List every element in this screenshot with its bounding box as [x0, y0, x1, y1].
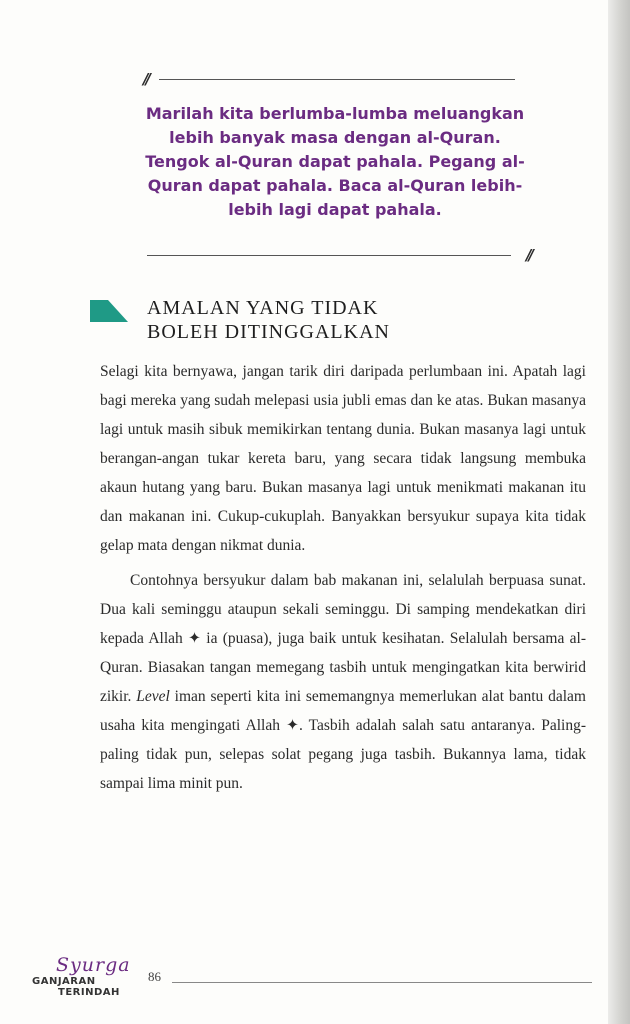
- quote-open-mark: //: [143, 70, 148, 88]
- quote-top-rule: [143, 72, 515, 86]
- pull-quote: Marilah kita berlumba-lumba meluangkan lebih banyak masa dengan al-Quran. Tengok al-Quran dapat pahala. Pegang al-Quran dapat pahala. Baca al-Quran lebih-lebih lagi dapat pahala.: [145, 104, 525, 219]
- logo-line1: GANJARAN: [32, 976, 96, 987]
- paragraph-2-italic-word: Level: [136, 688, 170, 705]
- logo-script-text: Syurga: [56, 954, 131, 976]
- quote-bottom-rule: [147, 248, 531, 262]
- paragraph-2: [100, 566, 586, 798]
- section-heading-line1: AMALAN YANG TIDAK: [147, 297, 379, 319]
- body-text: [100, 357, 586, 798]
- paragraph-2-part-2: iman seperti kita ini sememangnya memerlukan alat bantu dalam usaha kita mengingati Allah ✦. Tasbih adalah salah satu antaranya. Paling-paling tidak pun, selepas solat pegang juga tasbih. Bukannya lama, tidak sampai lima minit pun.: [100, 688, 586, 792]
- section-heading: [147, 296, 527, 344]
- page-number: 86: [148, 969, 161, 984]
- paragraph-2-part-1: Contohnya bersyukur dalam bab makanan ini, selalulah berpuasa sunat. Dua kali seminggu ataupun sekali seminggu. Di samping mendekatkan diri kepada Allah ✦ ia (puasa), juga baik untuk kesihatan. Selalulah bersama al-Quran. Biasakan tangan memegang tasbih untuk mengingatkan kita berwirid zikir.: [100, 572, 586, 705]
- quote-close-mark: //: [526, 246, 531, 264]
- paragraph-1: Selagi kita bernyawa, jangan tarik diri daripada perlumbaan ini. Apatah lagi bagi mereka yang sudah melepasi usia jubli emas dan ke atas. Bukan masanya lagi untuk masih sibuk memikirkan tentang dunia. Bukan masanya lagi untuk berangan-angan tukar kereta baru, yang secara tidak langsung membuka akaun hutang yang baru. Bukan masanya lagi untuk menikmati makanan itu dan makanan ini. Cukup-cukuplah. Banyakkan bersyukur supaya kita tidak gelap mata dengan nikmat dunia.: [100, 363, 586, 554]
- section-heading-line2: BOLEH DITINGGALKAN: [147, 321, 390, 343]
- logo-line2: TERINDAH: [58, 987, 120, 998]
- page-edge-shadow: [608, 0, 630, 1024]
- heading-marker-icon: [90, 300, 128, 322]
- book-logo: [32, 954, 132, 1004]
- footer-rule: [172, 982, 592, 983]
- quote-top-line: [159, 79, 515, 80]
- quote-bottom-line: [147, 255, 511, 256]
